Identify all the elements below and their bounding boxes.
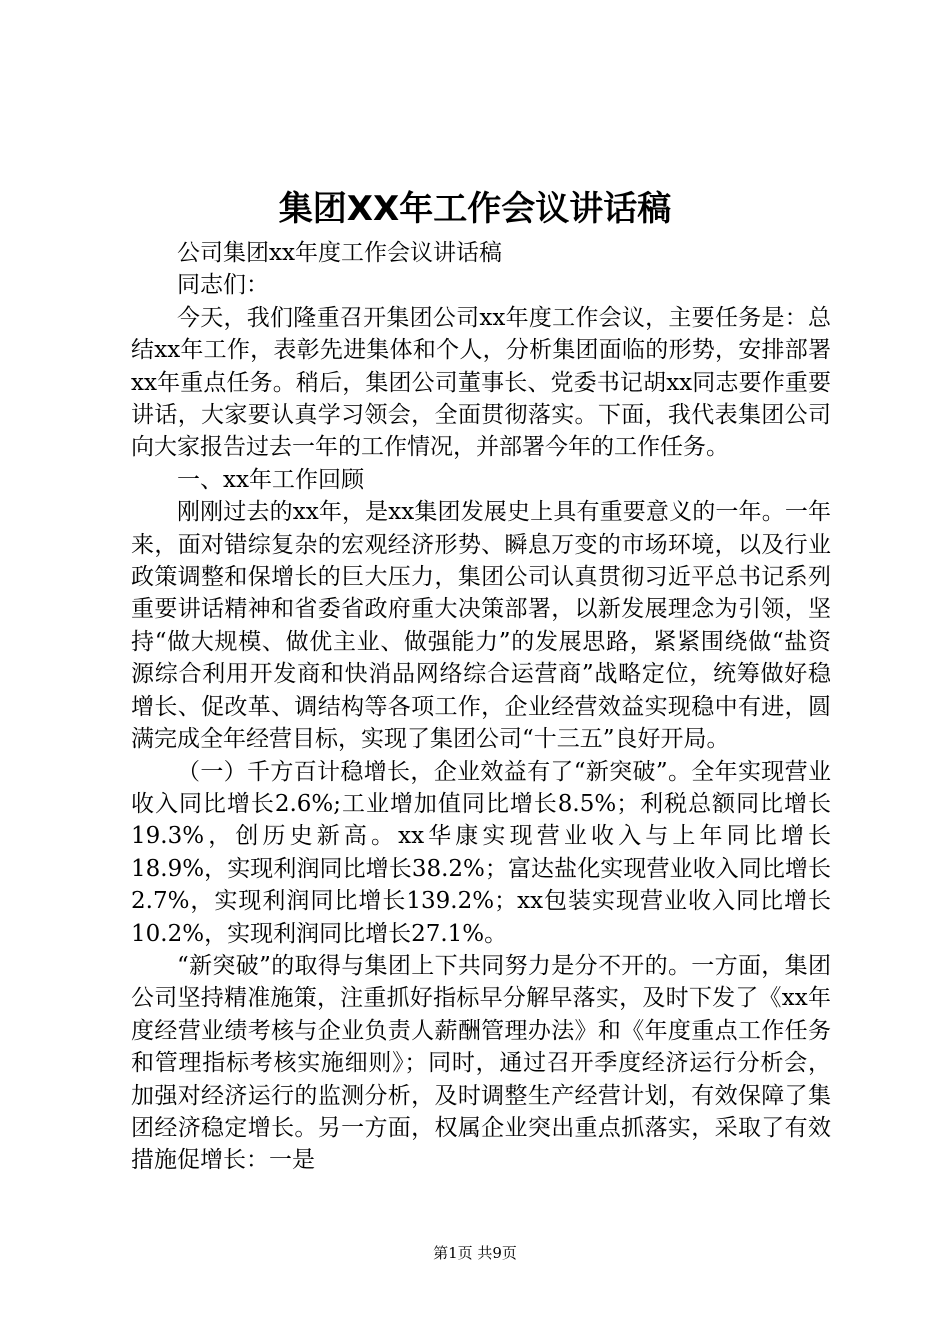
document-body	[131, 237, 831, 1177]
paragraph-subtitle: 公司集团xx年度工作会议讲话稿	[177, 240, 502, 266]
paragraph-breakthrough: “新突破”的取得与集团上下共同努力是分不开的。一方面，集团公司坚持精准施策，注重抓好指标早分解早落实，及时下发了《xx年度经营业绩考核与企业负责人薪酬管理办法》和《年度重点工作任务和管理指标考核实施细则》；同时，通过召开季度经济运行分析会，加强对经济运行的监测分析，及时调整生产经营计划，有效保障了集团经济稳定增长。另一方面，权属企业突出重点抓落实，采取了有效措施促增长：一是	[131, 952, 831, 1174]
paragraph-opening: 今天，我们隆重召开集团公司xx年度工作会议，主要任务是：总结xx年工作，表彰先进集体和个人，分析集团面临的形势，安排部署xx年重点任务。稍后，集团公司董事长、党委书记胡xx同志要作重要讲话，大家要认真学习领会，全面贯彻落实。下面，我代表集团公司向大家报告过去一年的工作情况，并部署今年的工作任务。	[131, 304, 831, 461]
page-footer: 第1页 共9页	[433, 1244, 517, 1262]
paragraph-growth: （一）千方百计稳增长，企业效益有了“新突破”。全年实现营业收入同比增长2.6%;工业增加值同比增长8.5%；利税总额同比增长19.3%，创历史新高。xx华康实现营业收入与上年同比增长18.9%，实现利润同比增长38.2%；富达盐化实现营业收入同比增长2.7%，实现利润同比增长139.2%；xx包装实现营业收入同比增长10.2%，实现利润同比增长27.1%。	[131, 758, 831, 947]
section-heading: 一、xx年工作回顾	[177, 466, 364, 493]
paragraph-review: 刚刚过去的xx年，是xx集团发展史上具有重要意义的一年。一年来，面对错综复杂的宏观经济形势、瞬息万变的市场环境，以及行业政策调整和保增长的巨大压力，集团公司认真贯彻习近平总书记系列重要讲话精神和省委省政府重大决策部署，以新发展理念为引领，坚持“做大规模、做优主业、做强能力”的发展思路，紧紧围绕做“盐资源综合利用开发商和快消品网络综合运营商”战略定位，统筹做好稳增长、促改革、调结构等各项工作，企业经营效益实现稳中有进，圆满完成全年经营目标，实现了集团公司“十三五”良好开局。	[131, 499, 831, 753]
paragraph-salutation: 同志们：	[177, 272, 269, 299]
document-title: 集团XX年工作会议讲话稿	[278, 189, 672, 229]
